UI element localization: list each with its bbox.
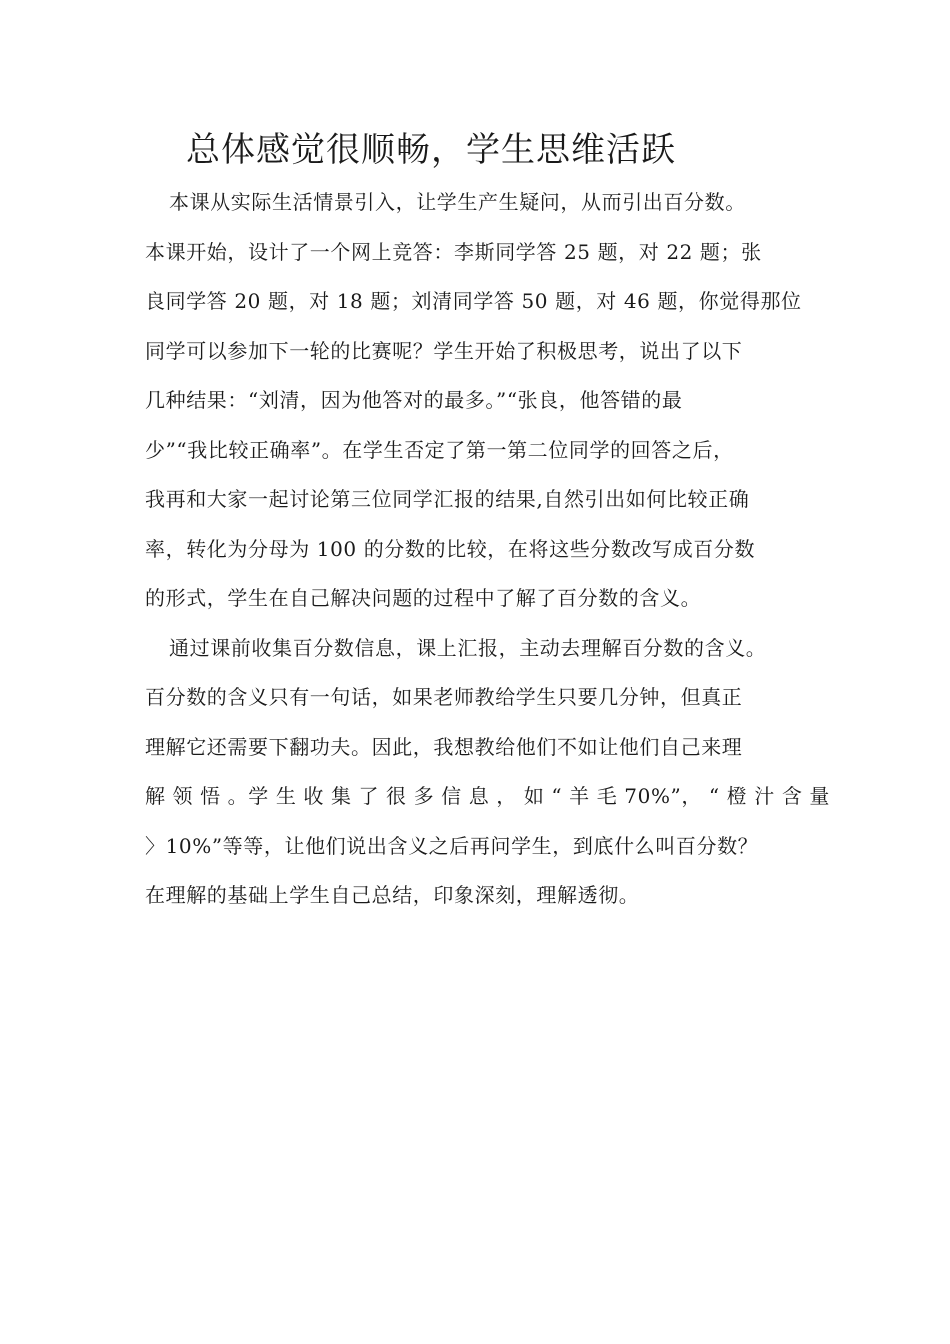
paragraph-line: 本课从实际生活情景引入，让学生产生疑问，从而引出百分数。 (169, 190, 746, 214)
document-title: 总体感觉很顺畅，学生思维活跃 (186, 130, 676, 170)
paragraph-line: 少”“我比较正确率”。在学生否定了第一第二位同学的回答之后， (145, 437, 734, 462)
paragraph-line: 良同学答 20 题，对 18 题；刘清同学答 50 题，对 46 题，你觉得那位 (145, 289, 802, 313)
paragraph-line: 百分数的含义只有一句话，如果老师教给学生只要几分钟，但真正 (145, 685, 743, 709)
paragraph-2 (145, 624, 830, 921)
paragraph-1 (145, 178, 825, 624)
paragraph-line: 几种结果：“刘清，因为他答对的最多。”“张良，他答错的最 (145, 388, 683, 412)
paragraph-line: 解 领 悟 。学 生 收 集 了 很 多 信 息 ， 如 “ 羊 毛 70%”， “ 橙 汁 含 量 (145, 784, 830, 808)
paragraph-line: 在理解的基础上学生自己总结，印象深刻，理解透彻。 (145, 883, 640, 907)
paragraph-line: 通过课前收集百分数信息，课上汇报，主动去理解百分数的含义。 (169, 635, 767, 660)
paragraph-line: 本课开始，设计了一个网上竞答：李斯同学答 25 题，对 22 题；张 (145, 239, 762, 264)
paragraph-line: 〉10%”等等，让他们说出含义之后再问学生，到底什么叫百分数？ (145, 833, 759, 858)
paragraph-line: 同学可以参加下一轮的比赛呢？学生开始了积极思考，说出了以下 (145, 338, 743, 363)
paragraph-line: 的形式，学生在自己解决问题的过程中了解了百分数的含义。 (145, 586, 702, 610)
document-body (145, 178, 830, 921)
paragraph-line: 理解它还需要下翻功夫。因此，我想教给他们不如让他们自己来理 (145, 734, 743, 759)
paragraph-line: 我再和大家一起讨论第三位同学汇报的结果,自然引出如何比较正确 (145, 487, 750, 511)
paragraph-line: 率，转化为分母为 100 的分数的比较，在将这些分数改写成百分数 (145, 536, 756, 561)
